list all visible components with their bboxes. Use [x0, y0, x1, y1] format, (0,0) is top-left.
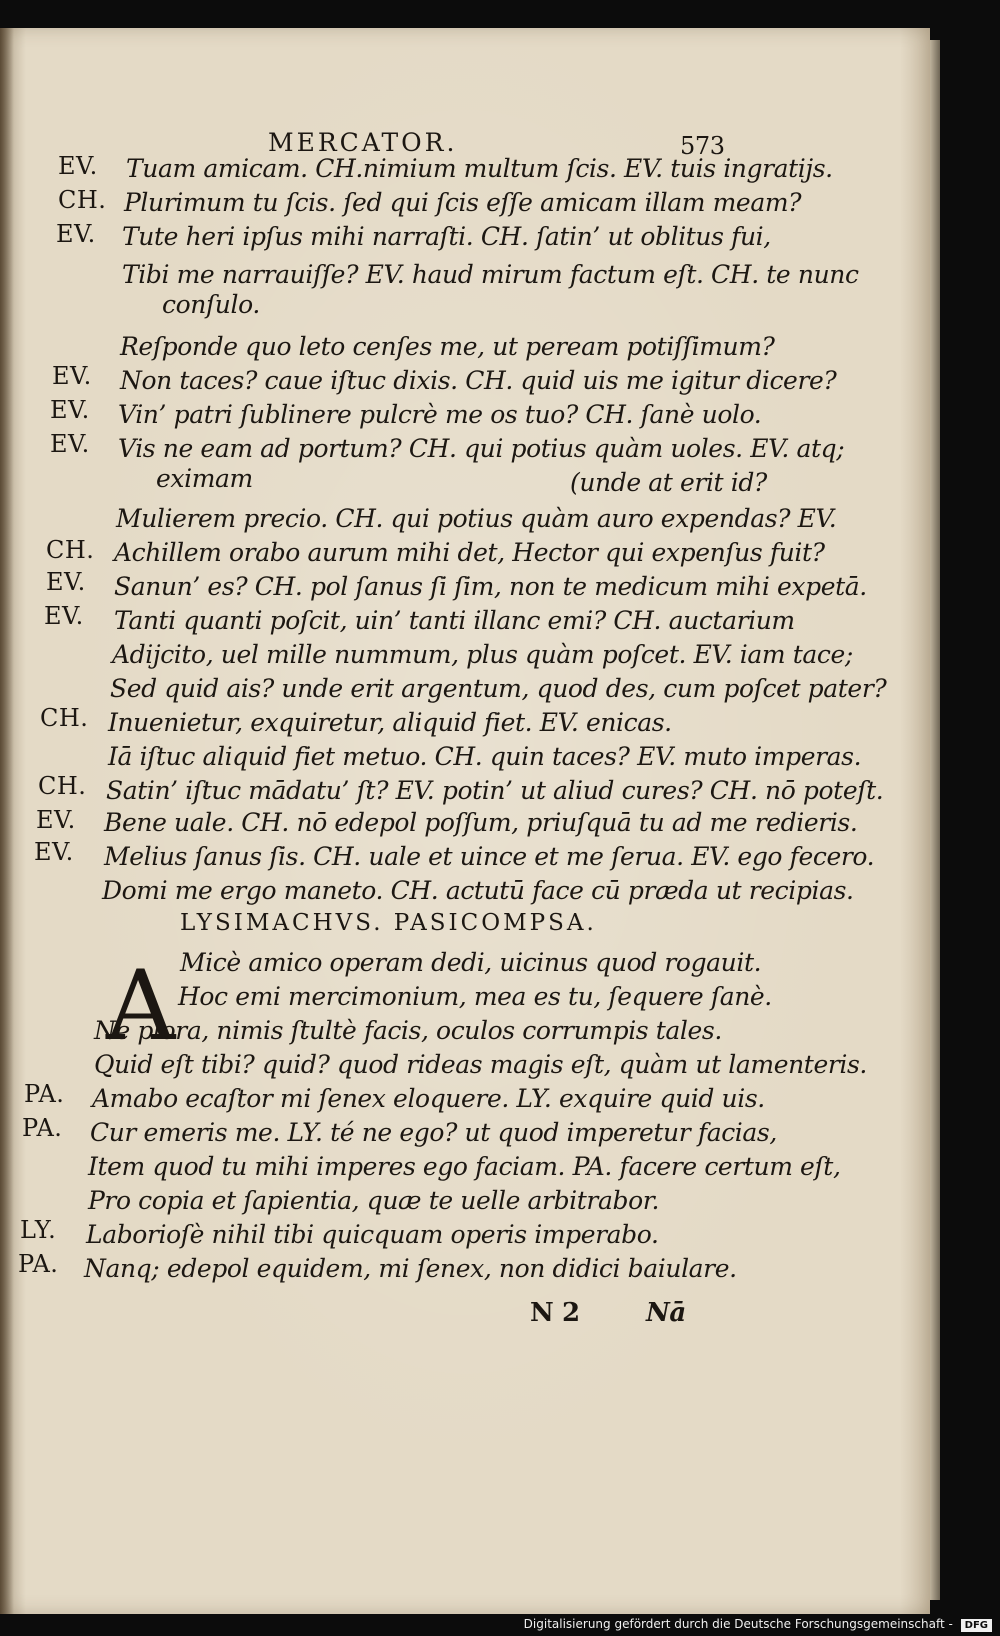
- credit-text: Digitalisierung gefördert durch die Deutsche Forschungsgemeinschaft -: [523, 1617, 953, 1631]
- speaker-label: EV.: [46, 568, 86, 596]
- book-page: [0, 28, 930, 1614]
- speaker-label: EV.: [52, 362, 92, 390]
- verse-line: Plurimum tu ſcis. ſed qui ſcis eſſe amicam illam meam?: [124, 188, 802, 217]
- verse-line: eximam: [156, 464, 253, 493]
- speaker-label: CH.: [46, 536, 95, 564]
- speaker-label: EV.: [56, 220, 96, 248]
- verse-line: Tibi me narrauiſſe? EV. haud mirum factum eſt. CH. te nunc: [122, 260, 859, 289]
- verse-line: Reſponde quo leto cenſes me, ut peream potiſſimum?: [120, 332, 775, 361]
- speaker-label: EV.: [36, 806, 76, 834]
- verse-line: Laborioſè nihil tibi quicquam operis imperabo.: [86, 1220, 659, 1249]
- speaker-label: EV.: [34, 838, 74, 866]
- speaker-label: CH.: [58, 186, 107, 214]
- speaker-label: EV.: [50, 396, 90, 424]
- verse-line: Pro copia et ſapientia, quæ te uelle arbitrabor.: [88, 1186, 660, 1215]
- verse-line: Mulierem precio. CH. qui potius quàm auro expendas? EV.: [116, 504, 837, 533]
- signature-mark: N 2: [530, 1298, 580, 1328]
- verse-line: Melius ſanus ſis. CH. uale et uince et me ſerua. EV. ego fecero.: [104, 842, 875, 871]
- verse-line: Bene uale. CH. nō edepol poſſum, priuſquā tu ad me redieris.: [104, 808, 858, 837]
- speaker-label: EV.: [44, 602, 84, 630]
- speaker-label: PA.: [18, 1250, 59, 1278]
- scene-heading: LYSIMACHVS. PASICOMPSA.: [180, 910, 597, 936]
- page-edge: [930, 40, 940, 1600]
- verse-line: Vis ne eam ad portum? CH. qui potius quàm uoles. EV. atq;: [118, 434, 845, 463]
- speaker-label: PA.: [22, 1114, 63, 1142]
- binding-shadow: [0, 28, 14, 1614]
- verse-line: Sed quid ais? unde erit argentum, quod des, cum poſcet pater?: [110, 674, 887, 703]
- verse-line: Amabo ecaſtor mi ſenex eloquere. LY. exquire quid uis.: [92, 1084, 765, 1113]
- verse-line: (unde at erit id?: [570, 468, 767, 497]
- verse-line: Domi me ergo maneto. CH. actutū face cū præda ut recipias.: [102, 876, 854, 905]
- speaker-label: PA.: [24, 1080, 65, 1108]
- speaker-label: EV.: [58, 152, 98, 180]
- catchword: Nā: [646, 1298, 686, 1328]
- speaker-label: CH.: [40, 704, 89, 732]
- verse-line: Micè amico operam dedi, uicinus quod rogauit.: [180, 948, 762, 977]
- verse-line: Tanti quanti poſcit, uin’ tanti illanc emi? CH. auctarium: [114, 606, 795, 635]
- verse-line: Adijcito, uel mille nummum, plus quàm poſcet. EV. iam tace;: [112, 640, 853, 669]
- dfg-logo-icon: DFG: [961, 1619, 992, 1632]
- verse-line: Item quod tu mihi imperes ego faciam. PA. facere certum eſt,: [88, 1152, 841, 1181]
- verse-line: Vin’ patri ſublinere pulcrè me os tuo? CH. ſanè uolo.: [118, 400, 762, 429]
- page-number: 573: [680, 132, 725, 160]
- verse-line: Iā iſtuc aliquid fiet metuo. CH. quin taces? EV. muto imperas.: [108, 742, 862, 771]
- verse-line: Hoc emi mercimonium, mea es tu, ſequere ſanè.: [178, 982, 772, 1011]
- verse-line: Achillem orabo aurum mihi det, Hector qui expenſus fuit?: [114, 538, 825, 567]
- verse-line: Cur emeris me. LY. té ne ego? ut quod imperetur facias,: [90, 1118, 777, 1147]
- running-title: MERCATOR.: [268, 128, 458, 157]
- drop-cap-initial: A: [106, 950, 176, 1062]
- verse-line: Nanq; edepol equidem, mi ſenex, non didici baiulare.: [84, 1254, 737, 1283]
- verse-line: Satin’ iſtuc mādatu’ ſt? EV. potin’ ut aliud cures? CH. nō poteſt.: [106, 776, 884, 805]
- verse-line: conſulo.: [162, 290, 260, 319]
- verse-line: Sanun’ es? CH. pol ſanus ſi ſim, non te medicum mihi expetā.: [114, 572, 867, 601]
- speaker-label: LY.: [20, 1216, 57, 1244]
- verse-line: Tuam amicam. CH.nimium multum ſcis. EV. tuis ingratijs.: [126, 154, 833, 183]
- verse-line: Ne plora, nimis ſtultè facis, oculos corrumpis tales.: [94, 1016, 722, 1045]
- speaker-label: EV.: [50, 430, 90, 458]
- verse-line: Quid eſt tibi? quid? quod rideas magis eſt, quàm ut lamenteris.: [94, 1050, 867, 1079]
- verse-line: Inuenietur, exquiretur, aliquid fiet. EV. enicas.: [108, 708, 672, 737]
- verse-line: Tute heri ipſus mihi narraſti. CH. ſatin’ ut oblitus fui,: [122, 222, 771, 251]
- speaker-label: CH.: [38, 772, 87, 800]
- verse-line: Non taces? caue iſtuc dixis. CH. quid uis me igitur dicere?: [120, 366, 837, 395]
- digitization-credit: [524, 1617, 992, 1632]
